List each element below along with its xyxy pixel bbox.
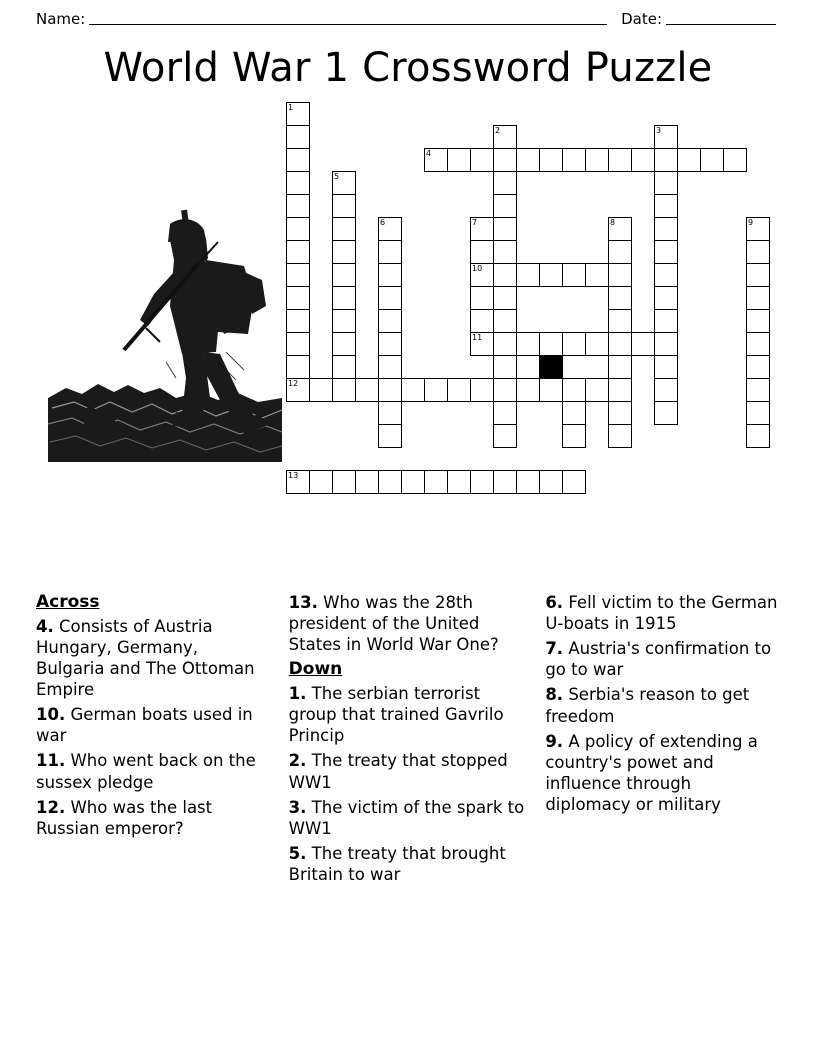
grid-cell[interactable] xyxy=(332,378,356,402)
grid-cell[interactable] xyxy=(493,355,517,379)
clue-number: 13. xyxy=(288,593,318,612)
grid-cell[interactable] xyxy=(470,148,494,172)
across-heading: Across xyxy=(36,592,100,612)
grid-cell[interactable] xyxy=(447,378,471,402)
grid-cell[interactable] xyxy=(309,470,333,494)
grid-cell[interactable] xyxy=(654,355,678,379)
grid-cell[interactable] xyxy=(355,470,379,494)
grid-cell[interactable] xyxy=(447,148,471,172)
grid-cell-number: 11 xyxy=(472,333,483,342)
clue-number: 10. xyxy=(36,705,66,725)
grid-cell[interactable] xyxy=(539,378,563,402)
grid-cell[interactable] xyxy=(746,263,770,287)
grid-cell[interactable] xyxy=(562,148,586,172)
grid-cell[interactable] xyxy=(401,470,425,494)
clue-down-2 xyxy=(289,750,528,792)
clue-text: Who went back on the sussex pledge xyxy=(36,751,256,792)
grid-cell[interactable] xyxy=(286,102,310,126)
clue-down-1 xyxy=(289,683,528,746)
grid-cell[interactable] xyxy=(516,263,540,287)
grid-cell[interactable] xyxy=(746,355,770,379)
grid-cell[interactable] xyxy=(746,217,770,241)
clue-number: 6. xyxy=(545,593,564,612)
grid-cell[interactable] xyxy=(286,240,310,264)
grid-cell[interactable] xyxy=(493,263,517,287)
grid-cell[interactable] xyxy=(585,148,609,172)
clue-text: Who was the last Russian emperor? xyxy=(36,797,213,838)
grid-cell-blocked xyxy=(539,355,563,379)
grid-cell-number: 9 xyxy=(748,218,754,227)
clue-number: 1. xyxy=(288,684,307,704)
grid-cell[interactable] xyxy=(654,401,678,425)
clue-number: 7. xyxy=(545,639,564,659)
grid-cell[interactable] xyxy=(378,240,402,264)
grid-cell[interactable] xyxy=(654,240,678,264)
grid-cell[interactable] xyxy=(493,332,517,356)
grid-cell[interactable] xyxy=(746,378,770,402)
grid-cell[interactable] xyxy=(654,217,678,241)
grid-cell[interactable] xyxy=(332,286,356,310)
grid-cell[interactable] xyxy=(608,401,632,425)
clue-number: 4. xyxy=(36,616,54,636)
grid-cell[interactable] xyxy=(378,217,402,241)
grid-cell[interactable] xyxy=(654,125,678,149)
grid-cell[interactable] xyxy=(562,263,586,287)
grid-cell[interactable] xyxy=(332,332,356,356)
clue-across-11 xyxy=(36,750,271,792)
clue-down-5 xyxy=(289,843,528,885)
grid-cell[interactable] xyxy=(516,378,540,402)
grid-cell[interactable] xyxy=(378,378,402,402)
grid-cell[interactable] xyxy=(654,171,678,195)
grid-cell[interactable] xyxy=(286,217,310,241)
grid-cell[interactable] xyxy=(654,309,678,333)
clue-down-9 xyxy=(545,731,780,815)
grid-cell[interactable] xyxy=(378,263,402,287)
grid-cell[interactable] xyxy=(493,286,517,310)
grid-cell[interactable] xyxy=(746,286,770,310)
grid-cell[interactable] xyxy=(424,378,448,402)
grid-cell[interactable] xyxy=(286,332,310,356)
grid-cell[interactable] xyxy=(493,378,517,402)
grid-cell[interactable] xyxy=(631,148,655,172)
clue-text: Fell victim to the German U-boats in 1915 xyxy=(545,593,778,634)
grid-cell[interactable] xyxy=(654,378,678,402)
grid-cell[interactable] xyxy=(608,217,632,241)
crossword-grid[interactable] xyxy=(286,102,806,562)
grid-cell[interactable] xyxy=(700,148,724,172)
clue-column-3 xyxy=(545,592,780,889)
grid-cell[interactable] xyxy=(470,309,494,333)
clue-number: 5. xyxy=(288,843,307,863)
grid-cell[interactable] xyxy=(746,240,770,264)
grid-cell[interactable] xyxy=(516,332,540,356)
clue-columns xyxy=(36,592,780,889)
grid-cell[interactable] xyxy=(447,470,471,494)
grid-cell[interactable] xyxy=(286,171,310,195)
ww1-soldier-illustration xyxy=(48,202,282,462)
clue-number: 11. xyxy=(36,751,66,771)
grid-cell[interactable] xyxy=(378,355,402,379)
grid-cell[interactable] xyxy=(539,148,563,172)
grid-cell[interactable] xyxy=(654,332,678,356)
grid-cell[interactable] xyxy=(493,240,517,264)
grid-cell[interactable] xyxy=(539,332,563,356)
clue-across-13 xyxy=(289,592,528,655)
grid-cell[interactable] xyxy=(516,148,540,172)
grid-cell-number: 5 xyxy=(334,172,340,181)
grid-cell[interactable] xyxy=(654,194,678,218)
grid-cell-number: 8 xyxy=(610,218,616,227)
grid-cell[interactable] xyxy=(378,332,402,356)
grid-cell[interactable] xyxy=(654,286,678,310)
grid-cell[interactable] xyxy=(332,171,356,195)
clue-text: Austria's confirmation to go to war xyxy=(545,639,772,680)
clue-number: 3. xyxy=(288,797,307,817)
name-write-line[interactable] xyxy=(89,11,607,25)
grid-cell[interactable] xyxy=(378,309,402,333)
grid-cell[interactable] xyxy=(562,401,586,425)
clue-text: The treaty that stopped WW1 xyxy=(288,751,508,792)
puzzle-area xyxy=(36,102,780,572)
grid-cell[interactable] xyxy=(470,378,494,402)
grid-cell[interactable] xyxy=(608,286,632,310)
clue-text: A policy of extending a country's powet and influence through diplomacy or military xyxy=(545,731,758,814)
grid-cell[interactable] xyxy=(286,378,310,402)
grid-cell[interactable] xyxy=(332,217,356,241)
grid-cell[interactable] xyxy=(608,309,632,333)
clue-text: Serbia's reason to get freedom xyxy=(545,685,750,726)
grid-cell[interactable] xyxy=(286,309,310,333)
clue-down-7 xyxy=(545,638,780,680)
grid-cell[interactable] xyxy=(608,240,632,264)
grid-cell-number: 2 xyxy=(495,126,501,135)
clue-number: 9. xyxy=(545,731,564,751)
clue-number: 2. xyxy=(288,751,307,771)
grid-cell[interactable] xyxy=(746,424,770,448)
grid-cell[interactable] xyxy=(562,378,586,402)
grid-cell-number: 10 xyxy=(472,264,483,273)
grid-cell[interactable] xyxy=(608,424,632,448)
grid-cell[interactable] xyxy=(562,332,586,356)
grid-cell[interactable] xyxy=(470,217,494,241)
grid-cell-number: 12 xyxy=(288,379,299,388)
grid-cell-number: 1 xyxy=(288,103,294,112)
grid-cell[interactable] xyxy=(493,424,517,448)
clue-down-8 xyxy=(545,684,780,726)
grid-cell-number: 13 xyxy=(288,471,299,480)
grid-cell[interactable] xyxy=(378,424,402,448)
grid-cell[interactable] xyxy=(746,332,770,356)
grid-cell[interactable] xyxy=(746,401,770,425)
grid-cell[interactable] xyxy=(608,263,632,287)
grid-cell[interactable] xyxy=(286,125,310,149)
clue-text: The serbian terrorist group that trained Gavrilo Princip xyxy=(288,684,504,746)
grid-cell[interactable] xyxy=(493,148,517,172)
grid-cell[interactable] xyxy=(539,263,563,287)
name-date-row xyxy=(36,0,780,28)
grid-cell[interactable] xyxy=(286,263,310,287)
grid-cell[interactable] xyxy=(493,309,517,333)
grid-cell[interactable] xyxy=(470,263,494,287)
grid-cell[interactable] xyxy=(585,263,609,287)
grid-cell[interactable] xyxy=(286,286,310,310)
clue-down-6 xyxy=(545,592,780,634)
grid-cell[interactable] xyxy=(286,148,310,172)
grid-cell[interactable] xyxy=(493,470,517,494)
grid-cell[interactable] xyxy=(286,470,310,494)
grid-cell[interactable] xyxy=(332,309,356,333)
grid-cell[interactable] xyxy=(378,286,402,310)
grid-cell[interactable] xyxy=(585,378,609,402)
date-label: Date: xyxy=(621,10,662,28)
clue-column-2 xyxy=(289,592,528,889)
grid-cell[interactable] xyxy=(470,240,494,264)
grid-cell[interactable] xyxy=(516,470,540,494)
name-label: Name: xyxy=(36,10,86,28)
grid-cell[interactable] xyxy=(562,424,586,448)
grid-cell-number: 4 xyxy=(426,149,432,158)
clue-text: German boats used in war xyxy=(36,705,253,746)
grid-cell[interactable] xyxy=(286,355,310,379)
clue-text: Consists of Austria Hungary, Germany, Bulgaria and The Ottoman Empire xyxy=(36,616,255,700)
grid-cell[interactable] xyxy=(470,332,494,356)
grid-cell[interactable] xyxy=(401,378,425,402)
grid-cell[interactable] xyxy=(562,470,586,494)
grid-cell-number: 6 xyxy=(380,218,386,227)
grid-cell[interactable] xyxy=(493,171,517,195)
grid-cell[interactable] xyxy=(608,378,632,402)
grid-cell[interactable] xyxy=(493,125,517,149)
clue-across-10 xyxy=(36,704,271,746)
grid-cell[interactable] xyxy=(746,309,770,333)
clue-text: Who was the 28th president of the United States in World War One? xyxy=(288,593,499,655)
down-heading: Down xyxy=(288,659,343,680)
grid-cell[interactable] xyxy=(424,148,448,172)
grid-cell[interactable] xyxy=(424,470,448,494)
grid-cell-number: 7 xyxy=(472,218,478,227)
grid-cell[interactable] xyxy=(470,470,494,494)
grid-cell[interactable] xyxy=(332,240,356,264)
grid-cell[interactable] xyxy=(493,194,517,218)
grid-cell[interactable] xyxy=(332,194,356,218)
grid-cell[interactable] xyxy=(677,148,701,172)
grid-cell[interactable] xyxy=(286,194,310,218)
date-write-line[interactable] xyxy=(666,11,776,25)
grid-cell[interactable] xyxy=(631,332,655,356)
clue-across-4 xyxy=(36,616,271,700)
grid-cell[interactable] xyxy=(608,355,632,379)
grid-cell[interactable] xyxy=(723,148,747,172)
grid-cell[interactable] xyxy=(654,148,678,172)
grid-cell[interactable] xyxy=(309,378,333,402)
grid-cell[interactable] xyxy=(355,378,379,402)
grid-cell[interactable] xyxy=(654,263,678,287)
grid-cell[interactable] xyxy=(585,332,609,356)
grid-cell[interactable] xyxy=(493,217,517,241)
grid-cell-number: 3 xyxy=(656,126,662,135)
grid-cell[interactable] xyxy=(378,401,402,425)
clue-down-3 xyxy=(289,797,528,839)
grid-cell[interactable] xyxy=(332,355,356,379)
page-title: World War 1 Crossword Puzzle xyxy=(103,45,713,91)
grid-cell[interactable] xyxy=(493,401,517,425)
grid-cell[interactable] xyxy=(470,286,494,310)
grid-cell[interactable] xyxy=(608,332,632,356)
clue-across-12 xyxy=(36,797,271,839)
clue-column-1 xyxy=(36,592,271,889)
grid-cell[interactable] xyxy=(378,470,402,494)
grid-cell[interactable] xyxy=(332,470,356,494)
clue-number: 12. xyxy=(36,797,66,817)
clue-text: The treaty that brought Britain to war xyxy=(288,843,506,884)
clue-number: 8. xyxy=(545,685,564,705)
grid-cell[interactable] xyxy=(332,263,356,287)
grid-cell[interactable] xyxy=(539,470,563,494)
grid-cell[interactable] xyxy=(608,148,632,172)
clue-text: The victim of the spark to WW1 xyxy=(288,797,525,838)
